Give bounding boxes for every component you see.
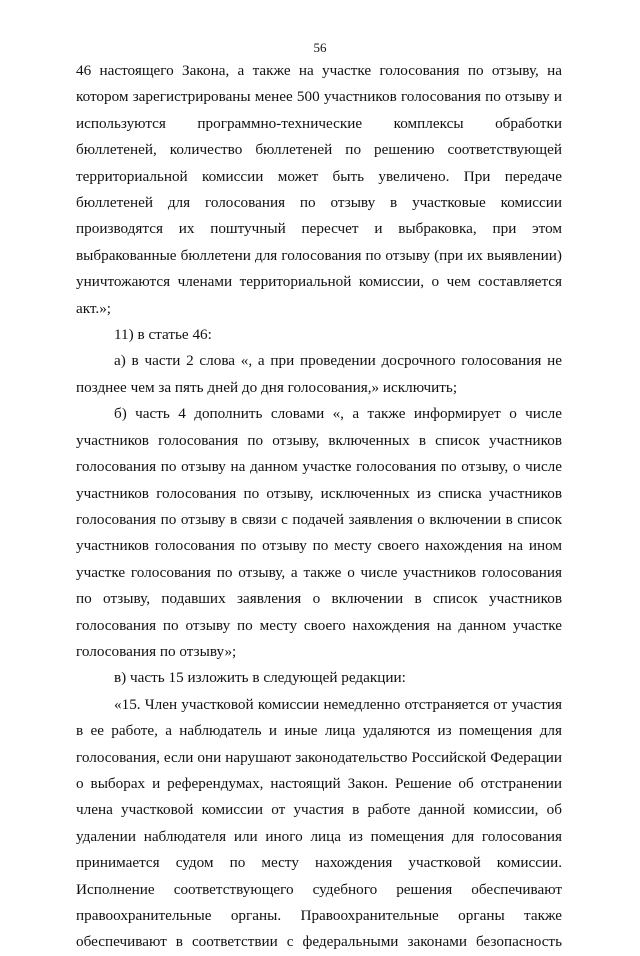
paragraph-subitem-b: б) часть 4 дополнить словами «, а также информирует о числе участников голосования по отзыву, включенных в список участников голосования по отзыву на данном участке голосования по отзыву, о числе участников голосования по отзыву, исключенных из списка участников голосования по отзыву в связи с подачей заявления о включении в список участников голосования по отзыву по месту своего нахождения на ином участке голосования по отзыву, а также о числе участников голосования по отзыву, подавших заявления о включении в список участников голосования по отзыву по месту своего нахождения на данном участке голосования по отзыву»;	[76, 405, 562, 660]
paragraph-continuation: 46 настоящего Закона, а также на участке голосования по отзыву, на котором зарегистрированы менее 500 участников голосования по отзыву и используются программно-технические комплексы обработки бюллетеней, количество бюллетеней по решению соответствующей территориальной комиссии может быть увеличено. При передаче бюллетеней для голосования по отзыву в участковые комиссии производятся их поштучный пересчет и выбраковка, при этом выбракованные бюллетени для голосования по отзыву (при их выявлении) уничтожаются членами территориальной комиссии, о чем составляется акт.»;	[76, 62, 562, 317]
paragraph-subitem-a: а) в части 2 слова «, а при проведении досрочного голосования не позднее чем за пять дней до дня голосования,» исключить;	[76, 352, 562, 396]
paragraph-quoted-part-15: «15. Член участковой комиссии немедленно отстраняется от участия в ее работе, а наблюдатель и иные лица удаляются из помещения для голосования, если они нарушают законодательство Российской Федерации о выборах и референдумах, настоящий Закон. Решение об отстранении члена участковой комиссии от участия в работе данной комиссии, об удалении наблюдателя или иного лица из помещения для голосования принимается судом по месту нахождения участковой комиссии. Исполнение соответствующего судебного решения обеспечивают правоохранительные органы. Правоохранительные органы также обеспечивают в соответствии с федеральными законами безопасность	[76, 695, 562, 951]
paragraph-item-11: 11) в статье 46:	[114, 326, 212, 344]
page-number: 56	[313, 40, 327, 55]
paragraph-subitem-v: в) часть 15 изложить в следующей редакции:	[114, 669, 406, 687]
document-body	[76, 58, 562, 956]
